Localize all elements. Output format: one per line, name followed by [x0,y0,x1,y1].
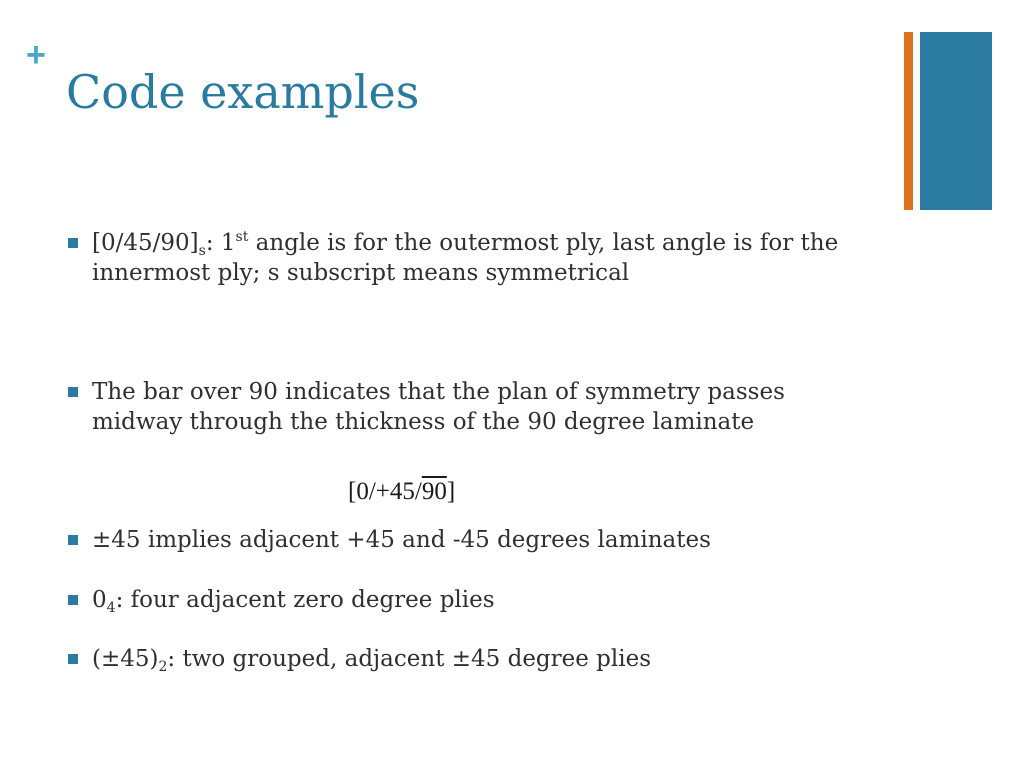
accent-bar-blue [920,32,992,210]
bullet-text: $0_4$: four adjacent zero degree plies [92,587,495,616]
bullet-square-icon [68,595,78,605]
layup-formula: [0/+45/90] [348,478,456,505]
bullet-item-bar-over-90 [68,377,868,437]
formula-overlined-90: 90 [421,478,447,505]
bullet-square-icon [68,238,78,248]
bullet-item-plus-minus-45 [68,525,868,555]
slide-title: Code examples [66,65,420,119]
plus-icon: + [26,36,46,74]
bullet-square-icon [68,654,78,664]
bullet-text: $[0/45/90]_s$: 1st angle is for the outermost ply, last angle is for the innermost ply; s subscript means symmetrical [92,229,839,286]
bullet-text: The bar over 90 indicates that the plan of symmetry passes midway through the thickness of the 90 degree laminate [92,379,785,435]
accent-bar-orange [904,32,913,210]
bullet-item-grouped-45 [68,644,868,674]
bullet-square-icon [68,387,78,397]
bullet-square-icon [68,535,78,545]
bullet-text: $(\pm 45)_2$: two grouped, adjacent ±45 degree plies [92,646,652,675]
bullet-text: ±45 implies adjacent +45 and -45 degrees laminates [92,527,711,553]
bullet-item-zero-sub-4 [68,585,868,615]
bullet-item-layup-notation [68,228,868,288]
